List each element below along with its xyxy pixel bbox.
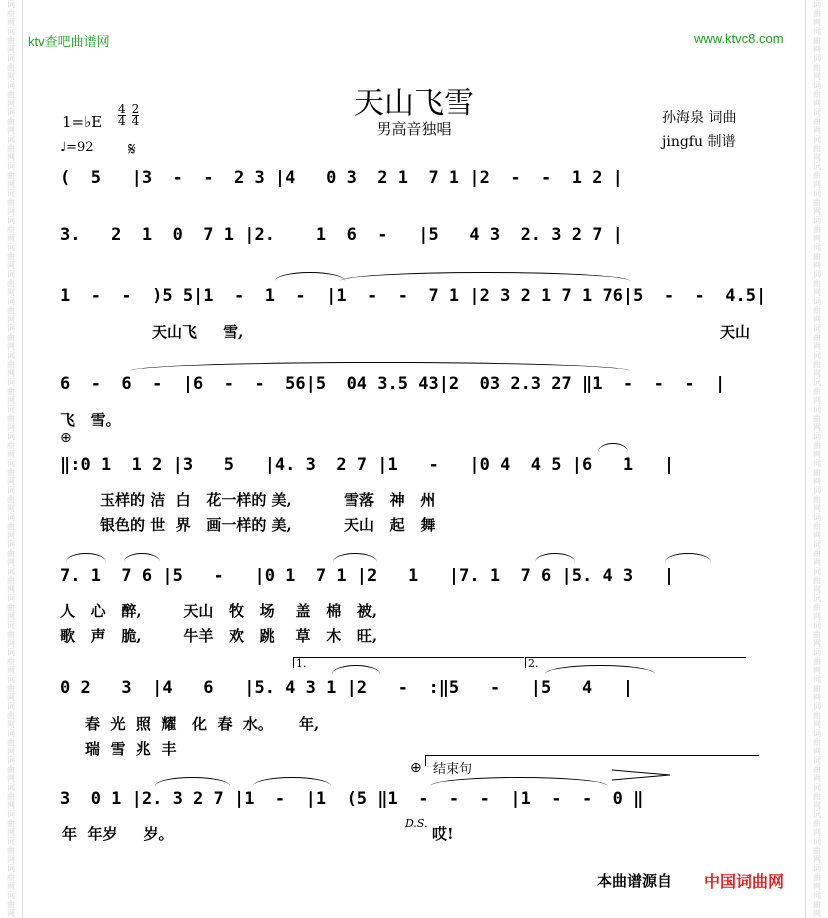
watermark-char: 词 xyxy=(813,189,821,198)
watermark-char: 网 xyxy=(7,639,15,648)
watermark-char: 词 xyxy=(7,810,15,819)
watermark-char: 词 xyxy=(813,54,821,63)
key-signature: 1=♭E xyxy=(62,113,103,131)
watermark-char: 词 xyxy=(813,405,821,414)
watermark-char: 网 xyxy=(7,72,15,81)
watermark-char: 网 xyxy=(7,369,15,378)
watermark-char: 曲 xyxy=(813,738,821,747)
watermark-char: 网 xyxy=(813,747,821,756)
watermark-char: 网 xyxy=(813,45,821,54)
watermark-char: 曲 xyxy=(7,90,15,99)
watermark-char: 词 xyxy=(813,702,821,711)
watermark-char: 曲 xyxy=(813,846,821,855)
watermark-char: 词 xyxy=(7,540,15,549)
watermark-char: 曲 xyxy=(813,9,821,18)
watermark-char: 网 xyxy=(7,720,15,729)
watermark-char: 网 xyxy=(813,801,821,810)
watermark-char: 网 xyxy=(813,639,821,648)
watermark-char: 曲 xyxy=(813,306,821,315)
watermark-char: 网 xyxy=(813,126,821,135)
watermark-char: 曲 xyxy=(813,252,821,261)
watermark-char: 词 xyxy=(813,675,821,684)
watermark-char: 曲 xyxy=(7,738,15,747)
score-row-5-lyrics-verse1: 玉样的 洁 白 花一样的 美, 雪落 神 州 xyxy=(100,491,436,509)
watermark-char: 网 xyxy=(7,612,15,621)
watermark-char: 曲 xyxy=(7,603,15,612)
watermark-char: 网 xyxy=(813,18,821,27)
watermark-char: 网 xyxy=(7,477,15,486)
watermark-char: 词 xyxy=(813,621,821,630)
watermark-char: 曲 xyxy=(7,225,15,234)
watermark-char: 曲 xyxy=(813,36,821,45)
watermark-char: 词 xyxy=(813,891,821,900)
watermark-char: 词 xyxy=(7,783,15,792)
score-row-8-lyrics-end: 哎! xyxy=(432,825,454,843)
watermark-char: 词 xyxy=(813,540,821,549)
watermark-char: 词 xyxy=(7,0,15,9)
watermark-char: 网 xyxy=(7,288,15,297)
score-row-7-lyrics-verse2: 瑞 雪 兆 丰 xyxy=(85,740,177,758)
slur-arc xyxy=(124,553,160,562)
watermark-char: 词 xyxy=(7,594,15,603)
decrescendo-hairpin xyxy=(612,768,672,782)
watermark-char: 词 xyxy=(813,108,821,117)
watermark-char: 曲 xyxy=(7,468,15,477)
watermark-char: 曲 xyxy=(813,576,821,585)
score-row-2-notes: 3. 2 1 0 7 1 |2. 1 6 - |5 4 3 2. 3 2 7 | xyxy=(60,225,623,245)
watermark-char: 曲 xyxy=(7,684,15,693)
watermark-char: 网 xyxy=(7,99,15,108)
score-row-4-lyrics: 飞 雪。 xyxy=(60,411,121,429)
watermark-char: 曲 xyxy=(7,630,15,639)
segno-icon: 𝄋 xyxy=(128,139,136,160)
watermark-char: 词 xyxy=(813,432,821,441)
watermark-char: 网 xyxy=(7,180,15,189)
watermark-char: 曲 xyxy=(7,441,15,450)
watermark-char: 网 xyxy=(813,531,821,540)
watermark-char: 词 xyxy=(813,324,821,333)
watermark-char: 曲 xyxy=(813,711,821,720)
slur-arc xyxy=(665,553,711,562)
watermark-char: 网 xyxy=(813,342,821,351)
site-watermark-right[interactable]: www.ktvc8.com xyxy=(694,31,784,46)
score-row-3-lyrics: 天山飞 雪, xyxy=(152,323,244,341)
watermark-char: 曲 xyxy=(7,522,15,531)
watermark-char: 网 xyxy=(7,585,15,594)
score-row-1-notes: ( 5 |3 - - 2 3 |4 0 3 2 1 7 1 |2 - - 1 2 | xyxy=(60,168,623,188)
watermark-char: 曲 xyxy=(813,225,821,234)
watermark-char: 词 xyxy=(813,351,821,360)
score-row-6-notes: 7. 1 7 6 |5 - |0 1 7 1 |2 1 |7. 1 7 6 |5. 4 3 | xyxy=(60,566,675,586)
watermark-char: 网 xyxy=(813,450,821,459)
watermark-char: 词 xyxy=(7,729,15,738)
score-row-7-notes: 0 2 3 |4 6 |5. 4 3 1 |2 - :‖5 - |5 4 | xyxy=(60,678,634,698)
tie-arc xyxy=(430,777,608,786)
watermark-char: 网 xyxy=(813,72,821,81)
watermark-char: 网 xyxy=(7,153,15,162)
watermark-char: 词 xyxy=(813,783,821,792)
tie-arc xyxy=(275,272,345,281)
watermark-char: 曲 xyxy=(813,441,821,450)
watermark-char: 曲 xyxy=(7,117,15,126)
watermark-char: 曲 xyxy=(813,360,821,369)
watermark-char: 词 xyxy=(7,54,15,63)
watermark-char: 词 xyxy=(7,513,15,522)
watermark-char: 曲 xyxy=(813,63,821,72)
watermark-char: 曲 xyxy=(7,387,15,396)
watermark-char: 网 xyxy=(813,558,821,567)
watermark-char: 词 xyxy=(7,405,15,414)
watermark-char: 词 xyxy=(7,486,15,495)
watermark-char: 网 xyxy=(7,531,15,540)
slur-arc xyxy=(155,777,230,786)
watermark-char: 词 xyxy=(813,567,821,576)
coda-icon: ⊕ xyxy=(410,760,422,776)
watermark-char: 网 xyxy=(813,261,821,270)
score-row-5-lyrics-verse2: 银色的 世 界 画一样的 美, 天山 起 舞 xyxy=(100,516,436,534)
watermark-char: 网 xyxy=(813,288,821,297)
watermark-char: 网 xyxy=(7,666,15,675)
tie-arc xyxy=(253,777,331,786)
watermark-char: 词 xyxy=(813,162,821,171)
watermark-char: 网 xyxy=(7,774,15,783)
watermark-char: 网 xyxy=(7,504,15,513)
watermark-char: 曲 xyxy=(7,279,15,288)
watermark-char: 曲 xyxy=(813,414,821,423)
watermark-char: 网 xyxy=(7,909,15,918)
watermark-char: 词 xyxy=(7,621,15,630)
watermark-char: 词 xyxy=(7,189,15,198)
source-site-link[interactable]: 中国词曲网 xyxy=(704,872,785,891)
watermark-char: 词 xyxy=(7,756,15,765)
watermark-char: 曲 xyxy=(7,63,15,72)
watermark-char: 网 xyxy=(813,423,821,432)
watermark-char: 词 xyxy=(7,459,15,468)
watermark-char: 网 xyxy=(813,180,821,189)
watermark-char: 词 xyxy=(7,270,15,279)
watermark-char: 曲 xyxy=(7,576,15,585)
watermark-char: 曲 xyxy=(7,198,15,207)
watermark-char: 词 xyxy=(813,270,821,279)
watermark-char: 曲 xyxy=(813,819,821,828)
watermark-char: 网 xyxy=(813,909,821,918)
watermark-char: 词 xyxy=(813,27,821,36)
watermark-char: 网 xyxy=(7,342,15,351)
watermark-char: 曲 xyxy=(813,90,821,99)
watermark-char: 曲 xyxy=(7,306,15,315)
watermark-char: 曲 xyxy=(7,900,15,909)
watermark-char: 曲 xyxy=(7,333,15,342)
slur-arc xyxy=(598,443,628,452)
watermark-char: 曲 xyxy=(7,495,15,504)
watermark-char: 词 xyxy=(813,486,821,495)
song-title: 天山飞雪 xyxy=(354,86,474,121)
watermark-char: 曲 xyxy=(813,468,821,477)
watermark-char: 词 xyxy=(813,810,821,819)
watermark-char: 曲 xyxy=(813,198,821,207)
watermark-char: 曲 xyxy=(813,765,821,774)
watermark-char: 网 xyxy=(813,585,821,594)
watermark-char: 网 xyxy=(813,828,821,837)
watermark-char: 词 xyxy=(7,135,15,144)
watermark-char: 网 xyxy=(7,234,15,243)
watermark-char: 曲 xyxy=(7,765,15,774)
slur-arc xyxy=(340,272,630,281)
watermark-char: 词 xyxy=(813,459,821,468)
watermark-char: 词 xyxy=(7,351,15,360)
watermark-char: 网 xyxy=(7,18,15,27)
tempo-marking: ♩=92 xyxy=(60,140,94,155)
watermark-char: 词 xyxy=(7,243,15,252)
watermark-char: 曲 xyxy=(813,873,821,882)
watermark-char: 网 xyxy=(813,153,821,162)
watermark-char: 曲 xyxy=(7,252,15,261)
watermark-char: 曲 xyxy=(813,900,821,909)
source-label: 本曲谱源自 xyxy=(597,872,673,890)
watermark-char: 曲 xyxy=(7,9,15,18)
volta-label-2: 2. xyxy=(528,657,539,670)
watermark-char: 词 xyxy=(813,378,821,387)
watermark-char: 词 xyxy=(813,135,821,144)
slur-arc xyxy=(535,553,575,562)
watermark-char: 网 xyxy=(7,396,15,405)
watermark-char: 曲 xyxy=(813,495,821,504)
watermark-char: 曲 xyxy=(813,603,821,612)
watermark-char: 网 xyxy=(7,801,15,810)
watermark-char: 曲 xyxy=(7,711,15,720)
watermark-char: 词 xyxy=(7,432,15,441)
time-signature: $\frac{4}{4}$ $\frac{2}{4}$ xyxy=(118,102,140,128)
watermark-char: 网 xyxy=(7,828,15,837)
watermark-char: 词 xyxy=(813,864,821,873)
watermark-char: 词 xyxy=(7,864,15,873)
watermark-char: 词 xyxy=(813,297,821,306)
watermark-char: 网 xyxy=(7,558,15,567)
watermark-char: 词 xyxy=(7,837,15,846)
watermark-char: 词 xyxy=(7,702,15,711)
watermark-char: 词 xyxy=(7,567,15,576)
watermark-char: 词 xyxy=(813,756,821,765)
score-row-8-notes: 3 0 1 |2. 3 2 7 |1 - |1 (5 ‖1 - - - |1 - - 0 ‖ xyxy=(60,789,644,809)
watermark-char: 网 xyxy=(813,666,821,675)
watermark-char: 曲 xyxy=(813,522,821,531)
watermark-char: 曲 xyxy=(813,387,821,396)
watermark-char: 曲 xyxy=(7,873,15,882)
long-slur-arc xyxy=(130,362,630,371)
watermark-char: 词 xyxy=(7,108,15,117)
site-watermark-left[interactable]: ktv查吧曲谱网 xyxy=(28,34,110,49)
watermark-char: 词 xyxy=(7,162,15,171)
watermark-char: 曲 xyxy=(813,657,821,666)
watermark-char: 曲 xyxy=(7,360,15,369)
watermark-char: 曲 xyxy=(813,792,821,801)
watermark-char: 词 xyxy=(7,81,15,90)
lyricist-composer: 孙海泉 词曲 xyxy=(662,110,737,126)
watermark-char: 词 xyxy=(813,837,821,846)
watermark-char: 词 xyxy=(813,729,821,738)
watermark-char: 曲 xyxy=(813,333,821,342)
score-row-4-notes: 6 - 6 - |6 - - 56|5 04 3.5 43|2 03 2.3 27 ‖1 - - - | xyxy=(60,374,726,394)
watermark-char: 词 xyxy=(813,0,821,9)
watermark-char: 网 xyxy=(7,855,15,864)
watermark-char: 网 xyxy=(813,612,821,621)
score-row-3-notes: 1 - - )5 5|1 - 1 - |1 - - 7 1 |2 3 2 1 7 1 76|5 - - 4.5| xyxy=(60,286,767,306)
slur-arc xyxy=(333,553,377,562)
watermark-char: 词 xyxy=(7,648,15,657)
watermark-char: 词 xyxy=(7,378,15,387)
watermark-char: 曲 xyxy=(813,549,821,558)
watermark-char: 曲 xyxy=(7,792,15,801)
watermark-char: 网 xyxy=(7,882,15,891)
volta-bracket-1 xyxy=(293,657,524,668)
score-row-3-lyrics-end: 天山 xyxy=(720,323,751,341)
watermark-char: 网 xyxy=(813,207,821,216)
watermark-char: 网 xyxy=(7,126,15,135)
watermark-char: 曲 xyxy=(813,630,821,639)
ending-label: 结束句 xyxy=(433,762,473,777)
arranger: jingfu 制谱 xyxy=(662,134,736,150)
watermark-char: 曲 xyxy=(813,684,821,693)
watermark-char: 曲 xyxy=(813,117,821,126)
watermark-char: 词 xyxy=(7,216,15,225)
watermark-char: 曲 xyxy=(7,414,15,423)
watermark-char: 网 xyxy=(813,882,821,891)
watermark-char: 网 xyxy=(7,207,15,216)
watermark-char: 网 xyxy=(7,450,15,459)
watermark-char: 曲 xyxy=(7,36,15,45)
watermark-char: 词 xyxy=(813,81,821,90)
watermark-char: 词 xyxy=(7,324,15,333)
watermark-char: 词 xyxy=(813,594,821,603)
watermark-char: 网 xyxy=(813,99,821,108)
score-row-5-notes: ‖:0 1 1 2 |3 5 |4. 3 2 7 |1 - |0 4 4 5 |6 1 | xyxy=(60,455,675,475)
watermark-char: 词 xyxy=(7,297,15,306)
watermark-char: 网 xyxy=(813,369,821,378)
watermark-char: 词 xyxy=(813,216,821,225)
watermark-char: 网 xyxy=(7,423,15,432)
watermark-char: 曲 xyxy=(7,657,15,666)
watermark-char: 网 xyxy=(813,477,821,486)
song-subtitle: 男高音独唱 xyxy=(376,120,452,138)
score-row-7-lyrics-verse1: 春 光 照 耀 化 春 水。 年, xyxy=(85,715,320,733)
watermark-char: 词 xyxy=(7,675,15,684)
watermark-char: 网 xyxy=(813,315,821,324)
ds-marking: D.S. xyxy=(405,817,428,830)
watermark-char: 网 xyxy=(7,747,15,756)
watermark-char: 网 xyxy=(813,234,821,243)
watermark-char: 网 xyxy=(813,504,821,513)
watermark-char: 曲 xyxy=(813,279,821,288)
watermark-char: 曲 xyxy=(813,144,821,153)
watermark-char: 词 xyxy=(7,27,15,36)
watermark-char: 词 xyxy=(813,243,821,252)
score-row-6-lyrics-verse2: 歌 声 脆, 牛羊 欢 跳 草 木 旺, xyxy=(60,627,378,645)
watermark-char: 曲 xyxy=(813,171,821,180)
watermark-char: 网 xyxy=(7,315,15,324)
watermark-char: 曲 xyxy=(7,144,15,153)
score-row-8-lyrics: 年 年岁 岁。 xyxy=(62,825,174,843)
watermark-char: 网 xyxy=(813,774,821,783)
volta-label-1: 1. xyxy=(296,657,307,670)
slur-arc xyxy=(66,553,106,562)
watermark-char: 曲 xyxy=(7,549,15,558)
watermark-char: 词 xyxy=(7,891,15,900)
watermark-char: 网 xyxy=(813,693,821,702)
watermark-char: 曲 xyxy=(7,171,15,180)
watermark-char: 词 xyxy=(813,648,821,657)
watermark-char: 词 xyxy=(813,513,821,522)
score-row-6-lyrics-verse1: 人 心 醉, 天山 牧 场 盖 棉 被, xyxy=(60,602,378,620)
watermark-char: 网 xyxy=(813,855,821,864)
watermark-char: 曲 xyxy=(7,846,15,855)
watermark-char: 网 xyxy=(813,396,821,405)
watermark-char: 网 xyxy=(7,45,15,54)
watermark-char: 网 xyxy=(813,720,821,729)
watermark-char: 曲 xyxy=(7,819,15,828)
ending-bracket xyxy=(425,755,759,766)
coda-icon: ⊕ xyxy=(60,430,72,446)
watermark-char: 网 xyxy=(7,261,15,270)
watermark-char: 网 xyxy=(7,693,15,702)
